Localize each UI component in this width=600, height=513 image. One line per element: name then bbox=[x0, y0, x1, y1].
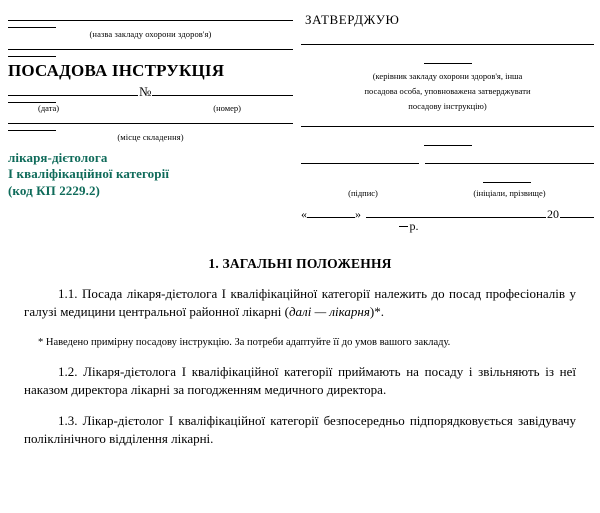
header-right-column bbox=[293, 6, 594, 234]
paragraph-1-1-tail: )*. bbox=[369, 303, 385, 319]
quote-open: « bbox=[301, 206, 307, 221]
approval-date-row bbox=[301, 206, 594, 221]
year-prefix: 20 bbox=[547, 206, 559, 221]
initials-dash bbox=[483, 182, 531, 183]
year-tail-dash bbox=[399, 226, 408, 227]
org-second-dash bbox=[8, 56, 56, 57]
approver-caption-line-2: посадова особа, уповноважена затверджувати bbox=[364, 85, 531, 96]
footnote: * Наведено примірну посадову інструкцію. За потреби адаптуйте її до умов вашого закладу. bbox=[38, 336, 451, 348]
signature-captions bbox=[301, 188, 594, 198]
paragraph-1-1-italic: далі — лікарня bbox=[288, 303, 370, 319]
quote-close: » bbox=[355, 206, 361, 221]
date-number-row bbox=[8, 83, 293, 99]
paragraph-1-2: 1.2. Лікаря-дієтолога І кваліфікаційної категорії приймають на посаду і звільняють із неї наказом директора лікарні за погодженням медичного директора. bbox=[24, 364, 576, 398]
approver-caption bbox=[301, 69, 594, 114]
initials-caption: (ініціали, прізвище) bbox=[473, 187, 546, 198]
signature-caption: (підпис) bbox=[348, 187, 378, 198]
year-suffix: р. bbox=[409, 218, 419, 233]
paragraph-1-1-main: 1.1. Посада лікаря-дієтолога І кваліфікаційної категорії належить до посад професіоналів у галузі медицини центральної районної лікарні ( bbox=[24, 285, 576, 319]
number-symbol: № bbox=[139, 83, 152, 99]
paragraph-1-3: 1.3. Лікар-дієтолог І кваліфікаційної категорії безпосередньо підпорядковується завідувачу поліклінічного відділення лікарні. bbox=[24, 413, 576, 446]
day-fill-line[interactable] bbox=[307, 217, 355, 218]
job-title-block bbox=[8, 150, 293, 201]
org-name-caption: (назва закладу охорони здоров'я) bbox=[89, 29, 212, 39]
place-caption: (місце складення) bbox=[117, 131, 184, 142]
date-caption: (дата) bbox=[38, 102, 60, 113]
header-left-column bbox=[8, 6, 293, 234]
approver-dash bbox=[424, 63, 472, 64]
approver-caption-line-1: (керівник закладу охорони здоров'я, інша bbox=[372, 71, 523, 81]
job-title-line-2: І кваліфікаційної категорії bbox=[8, 166, 170, 182]
year-fill-line[interactable] bbox=[560, 217, 594, 218]
month-fill-line[interactable] bbox=[366, 217, 546, 218]
document-title: ПОСАДОВА ІНСТРУКЦІЯ bbox=[8, 60, 225, 80]
number-fill-line[interactable] bbox=[152, 95, 293, 96]
approver-second-dash bbox=[424, 145, 472, 146]
job-code: (код КП 2229.2) bbox=[8, 183, 100, 199]
document-header bbox=[0, 0, 600, 234]
approve-label: ЗАТВЕРДЖУЮ bbox=[305, 12, 400, 27]
job-title-line-1: лікаря-дієтолога bbox=[8, 149, 108, 165]
signature-fill-line[interactable] bbox=[301, 163, 419, 164]
section-title: 1. ЗАГАЛЬНІ ПОЛОЖЕННЯ bbox=[208, 255, 392, 271]
approver-caption-line-3: посадову інструкцію) bbox=[408, 100, 487, 111]
initials-fill-line[interactable] bbox=[425, 163, 594, 164]
date-fill-line[interactable] bbox=[8, 95, 138, 96]
paragraph-1-1 bbox=[24, 285, 576, 321]
year-suffix-row bbox=[301, 219, 594, 234]
date-number-captions bbox=[8, 103, 293, 113]
signature-row bbox=[301, 163, 594, 164]
number-caption: (номер) bbox=[213, 102, 241, 113]
